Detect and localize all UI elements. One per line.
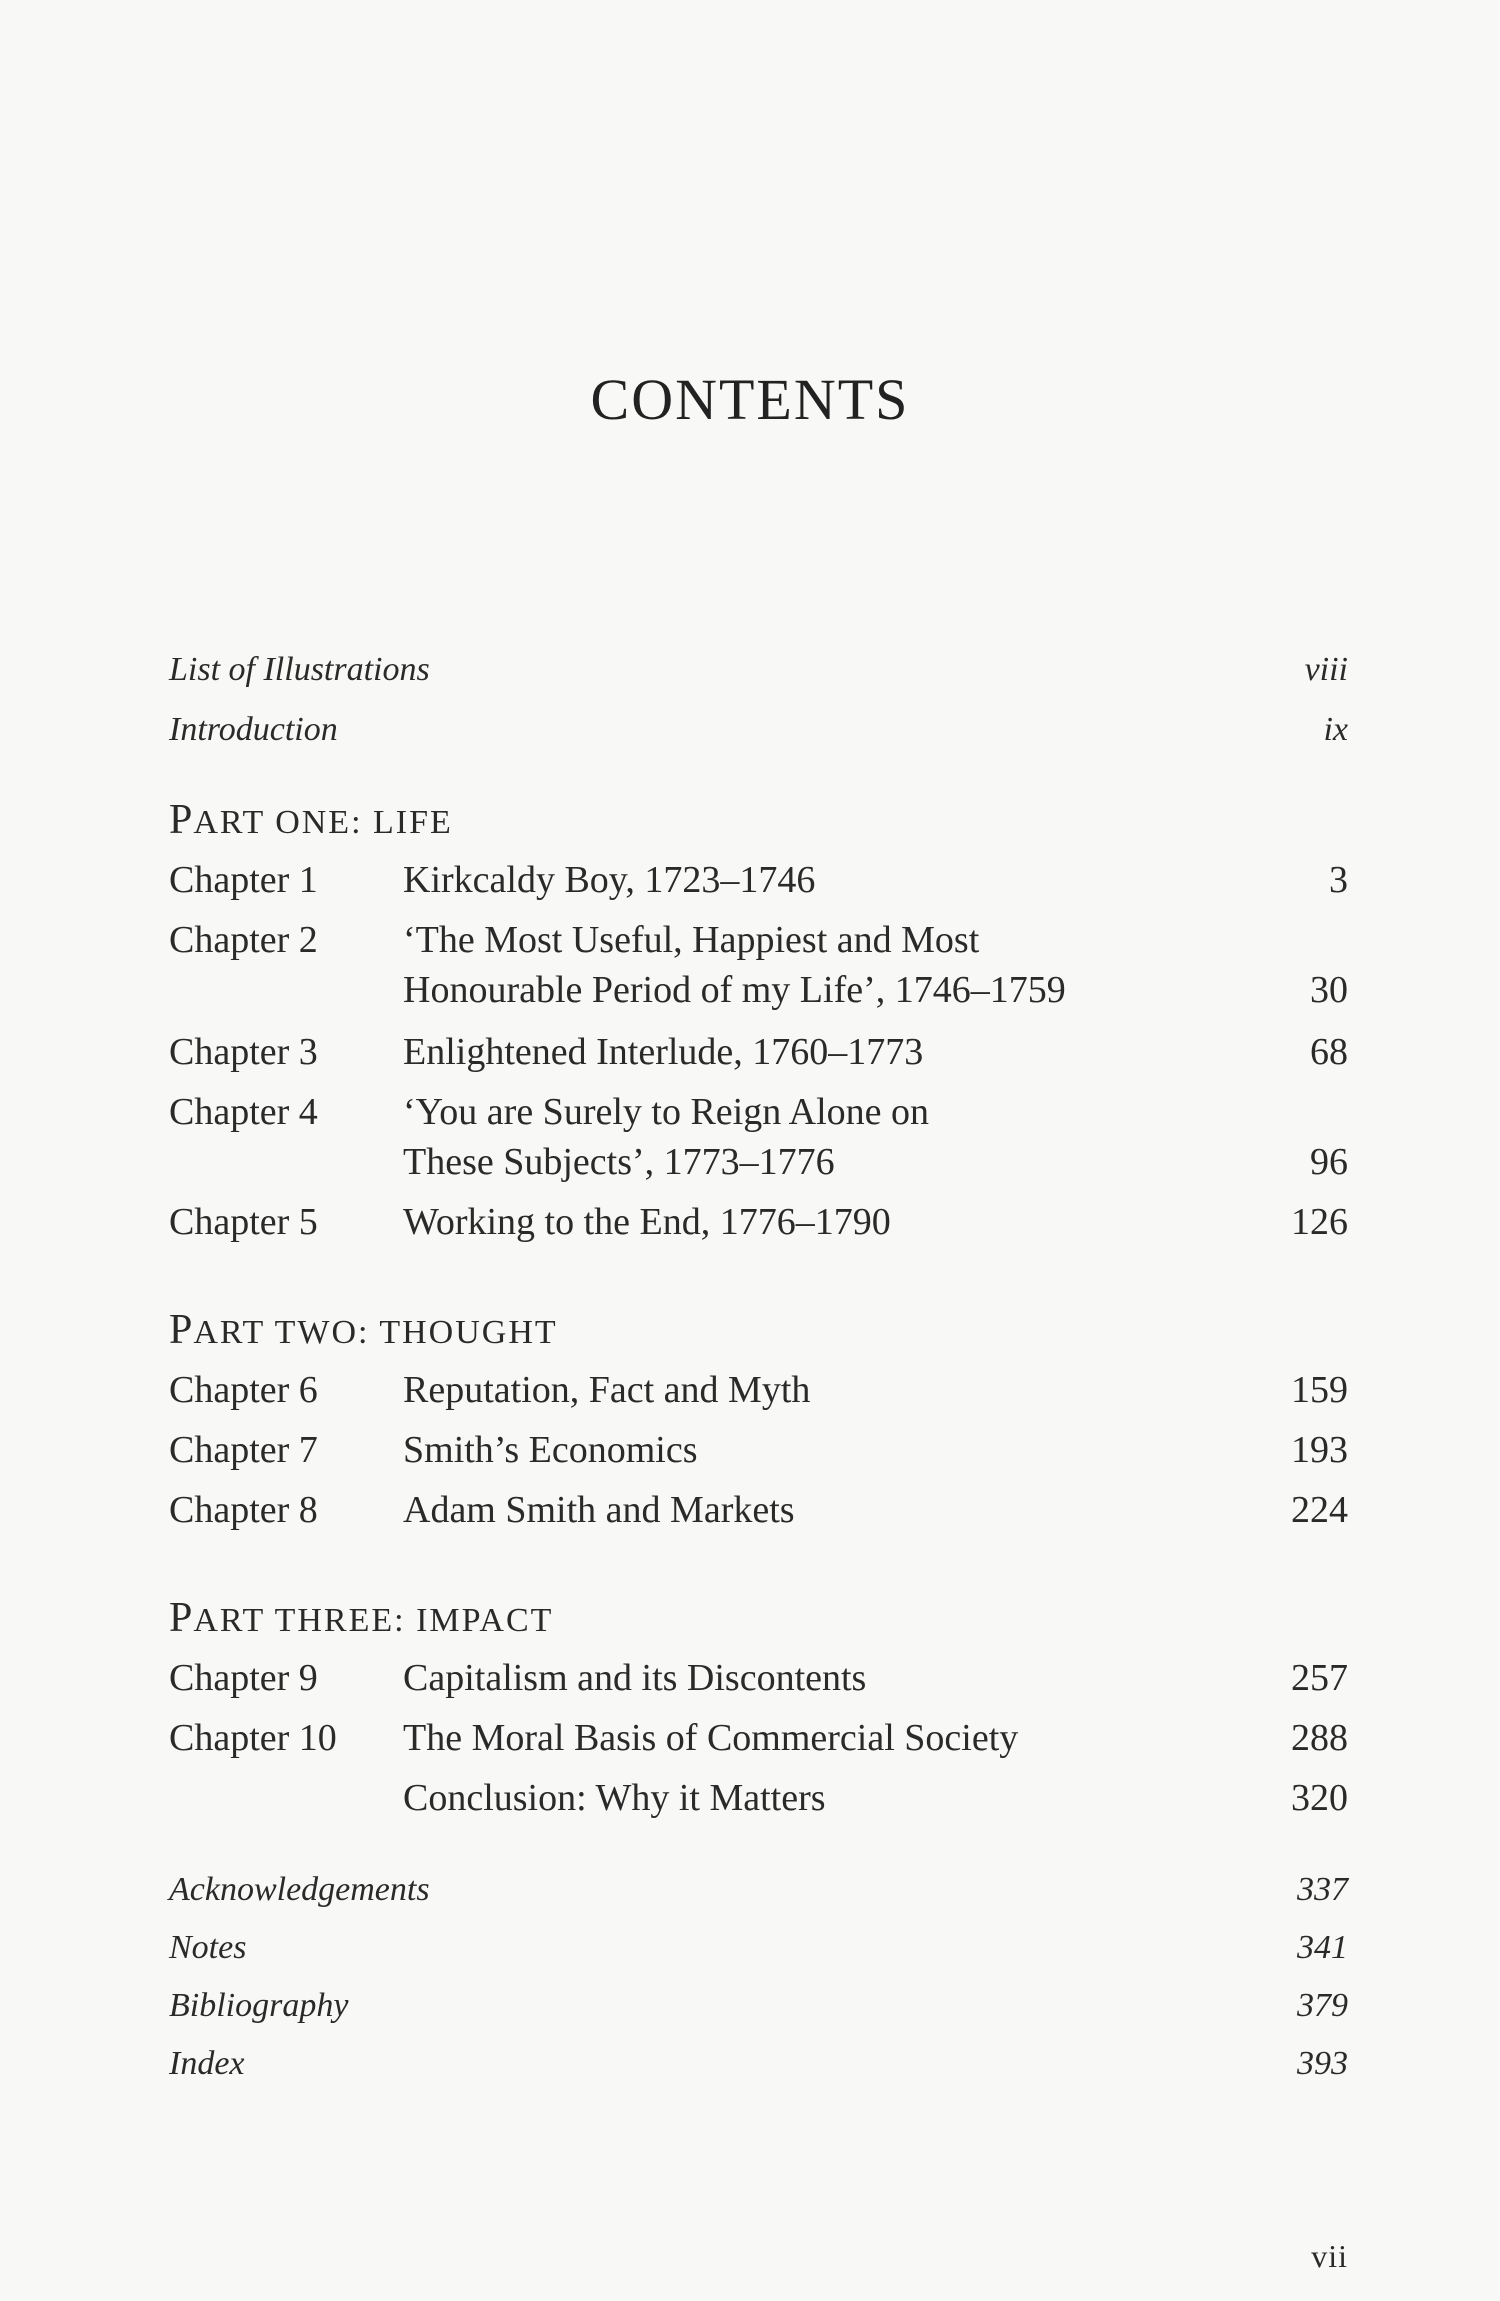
toc-entry-acknowledgements[interactable] [0,1860,1500,1920]
chapter-label: Chapter 3 [169,1031,318,1073]
page-folio: vii [1311,2238,1348,2274]
toc-page-number: 379 [1297,1987,1348,2024]
chapter-label: Chapter 9 [169,1657,318,1699]
chapter-title: Working to the End, 1776–1790 [403,1201,891,1243]
toc-chapter-5[interactable] [0,1192,1500,1252]
toc-page-number: viii [1304,651,1348,688]
part-heading-rest: ART TWO: THOUGHT [193,1314,558,1351]
chapter-title: Kirkcaldy Boy, 1723–1746 [403,859,816,901]
chapter-label: Chapter 7 [169,1429,318,1471]
toc-entry-label: Notes [169,1929,247,1966]
chapter-title: Enlightened Interlude, 1760–1773 [403,1031,924,1073]
toc-chapter-2[interactable] [0,910,1500,1020]
toc-entry-label: Bibliography [169,1987,349,2024]
chapter-title: Adam Smith and Markets [403,1489,795,1531]
toc-entry-label: Acknowledgements [169,1871,430,1908]
toc-entry-introduction[interactable] [0,700,1500,760]
toc-chapter-1[interactable] [0,850,1500,910]
toc-page-number: 159 [1291,1369,1348,1411]
chapter-label: Chapter 2 [169,919,318,961]
chapter-label: Chapter 5 [169,1201,318,1243]
toc-page-number: 96 [1310,1141,1348,1183]
chapter-title: Smith’s Economics [403,1429,698,1471]
toc-entry-label: Index [169,2045,245,2082]
part-heading-rest: ART ONE: LIFE [193,804,453,841]
chapter-label: Chapter 8 [169,1489,318,1531]
toc-page-number: 288 [1291,1717,1348,1759]
chapter-title: Conclusion: Why it Matters [403,1777,826,1819]
toc-page-number: ix [1323,711,1348,748]
toc-entry-notes[interactable] [0,1918,1500,1978]
toc-chapter-9[interactable] [0,1648,1500,1708]
chapter-label: Chapter 1 [169,859,318,901]
chapter-title: ‘The Most Useful, Happiest and Most [403,919,980,961]
part-heading-two [169,1300,558,1363]
chapter-title: Reputation, Fact and Myth [403,1369,811,1411]
toc-page-number: 393 [1297,2045,1348,2082]
part-heading-initial: P [169,1595,194,1641]
toc-page-number: 320 [1291,1777,1348,1819]
toc-chapter-10[interactable] [0,1708,1500,1768]
toc-entry-label: List of Illustrations [169,651,430,688]
toc-page-number: 257 [1291,1657,1348,1699]
toc-entry-index[interactable] [0,2034,1500,2094]
toc-page-number: 337 [1297,1871,1348,1908]
chapter-title: ‘You are Surely to Reign Alone on [403,1091,929,1133]
part-heading-initial: P [169,797,194,843]
toc-entry-label: Introduction [169,711,338,748]
part-heading-one [169,790,453,853]
chapter-title: The Moral Basis of Commercial Society [403,1717,1019,1759]
toc-chapter-3[interactable] [0,1022,1500,1082]
page-title: CONTENTS [590,367,910,432]
toc-page-number: 68 [1310,1031,1348,1073]
toc-chapter-8[interactable] [0,1480,1500,1540]
toc-chapter-7[interactable] [0,1420,1500,1480]
toc-conclusion[interactable] [0,1768,1500,1828]
chapter-title: Capitalism and its Discontents [403,1657,867,1699]
chapter-label: Chapter 4 [169,1091,318,1133]
toc-page-number: 193 [1291,1429,1348,1471]
toc-entry-list-of-illustrations[interactable] [0,640,1500,700]
toc-page-number: 3 [1329,859,1348,901]
toc-chapter-4[interactable] [0,1082,1500,1192]
part-heading-rest: ART THREE: IMPACT [193,1602,554,1639]
toc-page-number: 341 [1297,1929,1348,1966]
part-heading-initial: P [169,1307,194,1353]
chapter-title-continued: Honourable Period of my Life’, 1746–1759 [403,969,1066,1011]
part-heading-three [169,1588,553,1651]
toc-page-number: 126 [1291,1201,1348,1243]
chapter-title-continued: These Subjects’, 1773–1776 [403,1141,835,1183]
toc-chapter-6[interactable] [0,1360,1500,1420]
chapter-label: Chapter 10 [169,1717,337,1759]
toc-page-number: 30 [1310,969,1348,1011]
toc-page-number: 224 [1291,1489,1348,1531]
chapter-label: Chapter 6 [169,1369,318,1411]
toc-entry-bibliography[interactable] [0,1976,1500,2036]
